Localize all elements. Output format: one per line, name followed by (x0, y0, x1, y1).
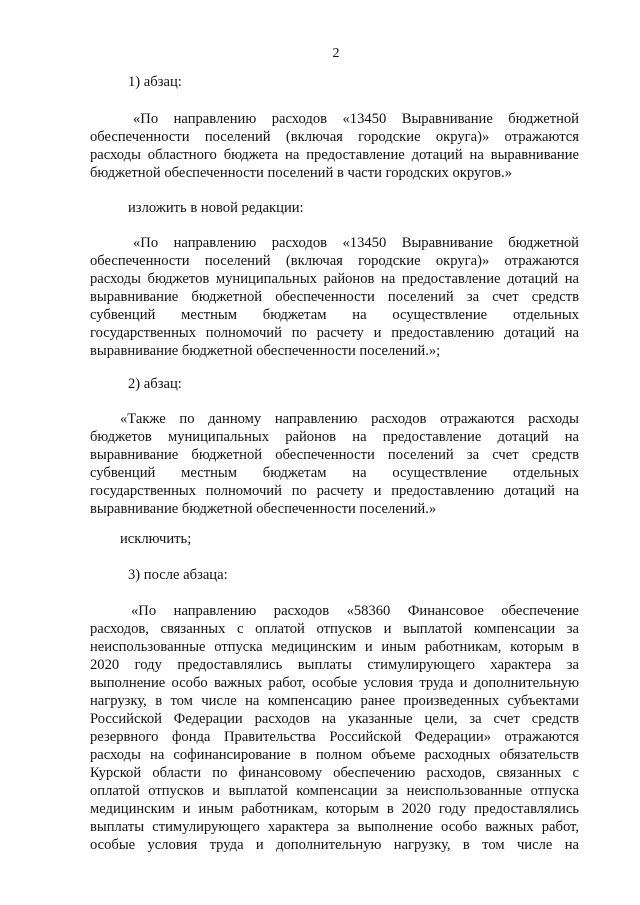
quote-4-line: выплаты стимулирующего характера за выполнение особо важных работ, (90, 819, 579, 835)
quote-4-line: 2020 году предоставлялись выплаты стимулирующего характера за (90, 657, 579, 673)
quote-4-line: резервного фонда Правительства Российской Федерации» отражаются (90, 729, 579, 745)
quote-1-line: расходы областного бюджета на предоставление дотаций на выравнивание (90, 147, 579, 163)
quote-1-line: бюджетной обеспеченности поселений в части городских округов.» (90, 165, 512, 181)
quote-1-line: обеспеченности поселений (включая городские округа)» отражаются (90, 129, 579, 145)
quote-3-line: бюджетов муниципальных районов на предоставление дотаций на (90, 429, 579, 445)
quote-4-line: медицинским и иным работникам, которым в 2020 году предоставлялись (90, 801, 579, 817)
quote-4-line: неиспользованные отпуска медицинским и иным работникам, которым в (90, 639, 579, 655)
quote-4-line: Российской Федерации расходов на указанные цели, за счет средств (90, 711, 579, 727)
item-1-label: 1) абзац: (128, 74, 182, 90)
item-3-label: 3) после абзаца: (128, 567, 228, 583)
item-2-label: 2) абзац: (128, 376, 182, 392)
quote-4-line: нагрузку, в том числе на компенсацию ранее произведенных субъектами (90, 693, 579, 709)
page-number: 2 (332, 46, 340, 61)
quote-2-line: государственных полномочий по расчету и предоставлению дотаций на (90, 325, 579, 341)
quote-4-line: оплатой отпусков и выплатой компенсации за неиспользованные отпуска (90, 783, 579, 799)
quote-4-line: «По направлению расходов «58360 Финансовое обеспечение (131, 603, 579, 619)
quote-3-line: «Также по данному направлению расходов отражаются расходы (120, 411, 579, 427)
quote-4-line: расходы на софинансирование в полном объеме расходных обязательств (90, 747, 579, 763)
exclude-label: исключить; (120, 531, 192, 547)
quote-3-line: выравнивание бюджетной обеспеченности поселений.» (90, 501, 437, 517)
quote-4-line: особые условия труда и дополнительную нагрузку, в том числе на (90, 837, 579, 853)
quote-3-line: выравнивание бюджетной обеспеченности поселений за счет средств (90, 447, 579, 463)
quote-3-line: государственных полномочий по расчету и предоставлению дотаций на (90, 483, 579, 499)
quote-4-line: выполнение особо важных работ, особые условия труда и дополнительную (90, 675, 579, 691)
quote-2-line: выравнивание бюджетной обеспеченности поселений за счет средств (90, 289, 579, 305)
quote-2-line: субвенций местным бюджетам на осуществление отдельных (90, 307, 579, 323)
quote-2-line: обеспеченности поселений (включая городские округа)» отражаются (90, 253, 579, 269)
quote-2-line: расходы бюджетов муниципальных районов на предоставление дотаций на (90, 271, 579, 287)
quote-2-line: «По направлению расходов «13450 Выравнивание бюджетной (133, 235, 579, 251)
quote-1-line: «По направлению расходов «13450 Выравнивание бюджетной (133, 111, 579, 127)
quote-4-line: Курской области по финансовому обеспечению расходов, связанных с (90, 765, 579, 781)
quote-4-line: расходов, связанных с оплатой отпусков и выплатой компенсации за (90, 621, 579, 637)
new-edition-label: изложить в новой редакции: (128, 200, 304, 216)
quote-3-line: субвенций местным бюджетам на осуществление отдельных (90, 465, 579, 481)
quote-2-line: выравнивание бюджетной обеспеченности поселений.»; (90, 343, 441, 359)
